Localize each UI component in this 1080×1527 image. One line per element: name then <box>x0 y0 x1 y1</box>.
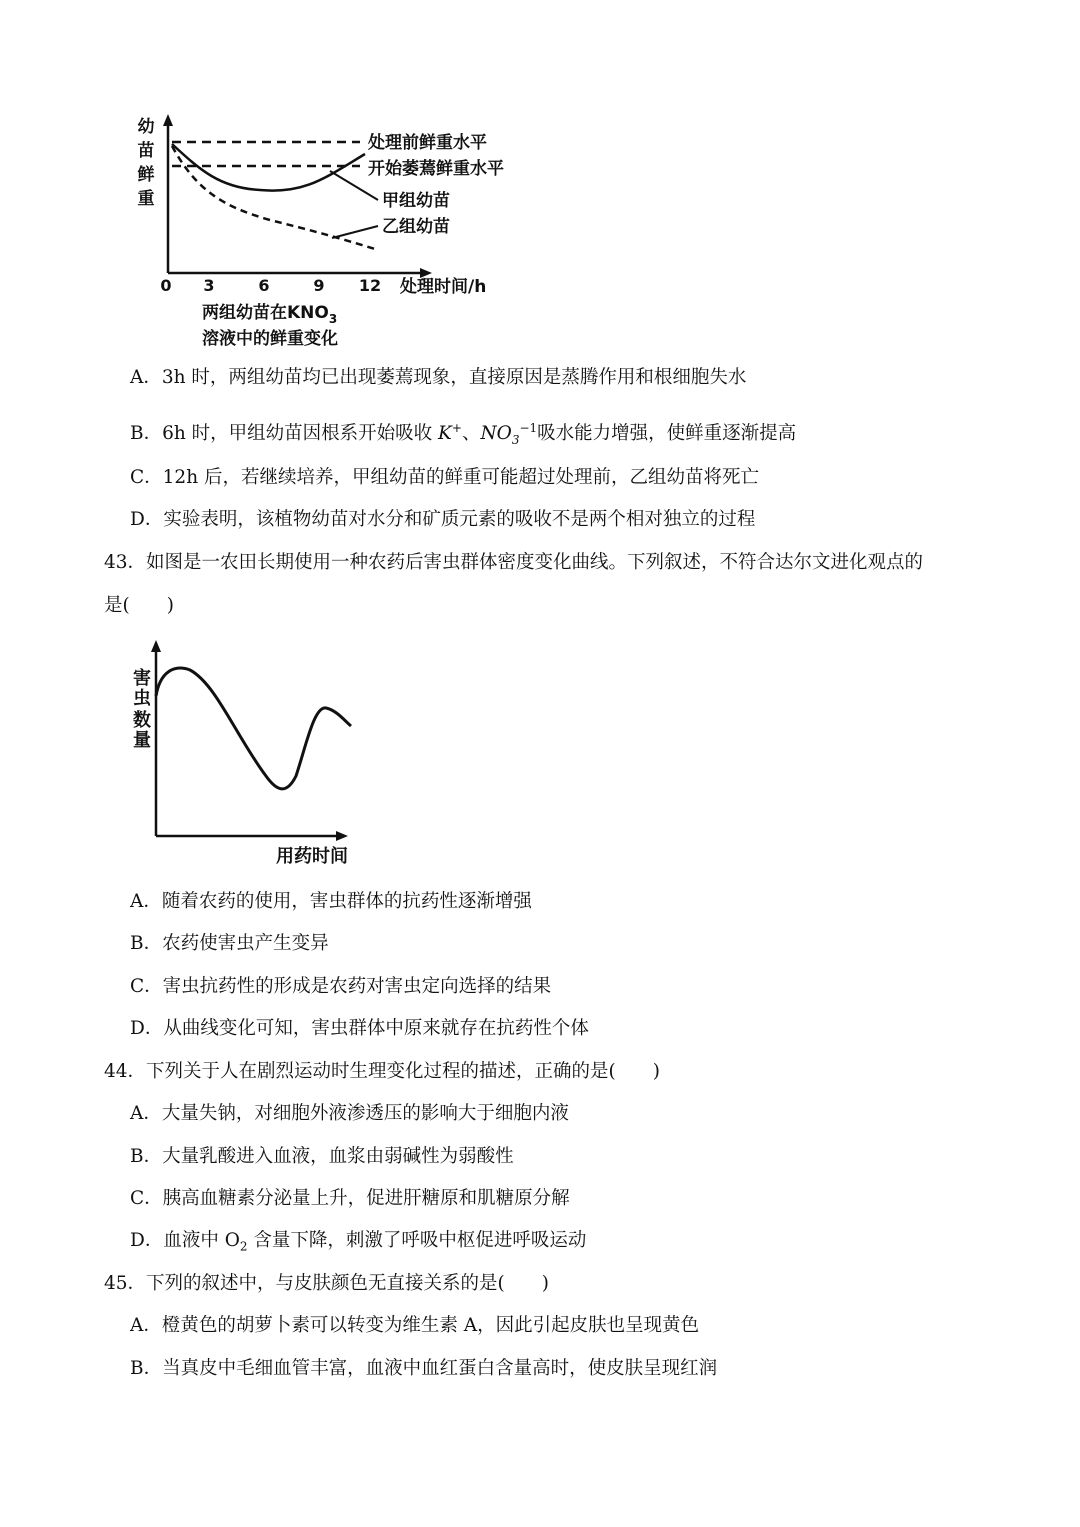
x-tick: 3 <box>203 276 215 295</box>
x-tick: 9 <box>313 276 325 295</box>
group-b-label: 乙组幼苗 <box>382 217 450 237</box>
x-tick: 6 <box>258 276 270 295</box>
x-tick: 12 <box>358 276 382 295</box>
x-label: 用药时间 <box>276 846 348 867</box>
q42-option-d: D．实验表明，该植物幼苗对水分和矿质元素的吸收不是两个相对独立的过程 <box>130 509 756 530</box>
q45-stem: 45．下列的叙述中，与皮肤颜色无直接关系的是( ) <box>104 1273 549 1294</box>
pest-curve <box>156 668 351 789</box>
q45-option-b: B．当真皮中毛细血管丰富，血液中血红蛋白含量高时，使皮肤呈现红润 <box>130 1358 718 1379</box>
x-label: 处理时间/h <box>400 277 487 297</box>
y-label-char: 鲜 <box>137 165 155 185</box>
caption-line1: 两组幼苗在$KNO_3$ <box>202 303 338 326</box>
q44-option-c: C．胰高血糖素分泌量上升，促进肝糖原和肌糖原分解 <box>130 1188 570 1209</box>
y-label-char: 数 <box>133 710 151 731</box>
q44-option-d: D．血液中 $O_2$ 含量下降，刺激了呼吸中枢促进呼吸运动 <box>130 1230 587 1254</box>
q44-option-b: B．大量乳酸进入血液，血浆由弱碱性为弱酸性 <box>130 1146 514 1167</box>
y-label-char: 害 <box>133 668 151 689</box>
q43-option-c: C．害虫抗药性的形成是农药对害虫定向选择的结果 <box>130 976 552 997</box>
group-b-leader <box>332 226 378 238</box>
y-label-char: 幼 <box>137 117 155 137</box>
y-label-char: 虫 <box>133 688 151 709</box>
q42-option-a: A．3h 时，两组幼苗均已出现萎蔫现象，直接原因是蒸腾作用和根细胞失水 <box>130 367 747 388</box>
y-label-char: 苗 <box>137 141 155 161</box>
wilting-level-label: 开始萎蔫鲜重水平 <box>368 159 504 179</box>
q42-option-c: C．12h 后，若继续培养，甲组幼苗的鲜重可能超过处理前，乙组幼苗将死亡 <box>130 467 759 488</box>
caption-line2: 溶液中的鲜重变化 <box>202 329 338 349</box>
q44-option-a: A．大量失钠，对细胞外液渗透压的影响大于细胞内液 <box>130 1103 569 1124</box>
q43-stem-line1: 43．如图是一农田长期使用一种农药后害虫群体密度变化曲线。下列叙述，不符合达尔文进化观点的 <box>104 552 924 573</box>
pest-population-figure <box>126 636 366 872</box>
q43-option-d: D．从曲线变化可知，害虫群体中原来就存在抗药性个体 <box>130 1018 589 1039</box>
fresh-weight-figure <box>120 108 540 358</box>
q42-option-b: B．6h 时，甲组幼苗因根系开始吸收 K+、$NO_3^{-1}$吸水能力增强，使鲜重逐渐提高 <box>130 421 797 447</box>
pre-treatment-label: 处理前鲜重水平 <box>368 133 487 153</box>
q43-option-b: B．农药使害虫产生变异 <box>130 933 329 954</box>
q43-option-a: A．随着农药的使用，害虫群体的抗药性逐渐增强 <box>130 891 532 912</box>
y-axis-arrow <box>151 640 161 652</box>
q44-stem: 44．下列关于人在剧烈运动时生理变化过程的描述，正确的是( ) <box>104 1061 660 1082</box>
q43-stem-line2: 是( ) <box>104 595 174 616</box>
y-label-char: 量 <box>133 730 151 751</box>
group-a-label: 甲组幼苗 <box>382 191 450 211</box>
y-axis-arrow <box>163 114 173 126</box>
group-a-curve <box>172 144 365 191</box>
x-axis-arrow <box>336 831 348 841</box>
x-tick: 0 <box>160 276 172 295</box>
y-label-char: 重 <box>137 189 155 209</box>
q45-option-a: A．橙黄色的胡萝卜素可以转变为维生素 A，因此引起皮肤也呈现黄色 <box>130 1315 700 1336</box>
